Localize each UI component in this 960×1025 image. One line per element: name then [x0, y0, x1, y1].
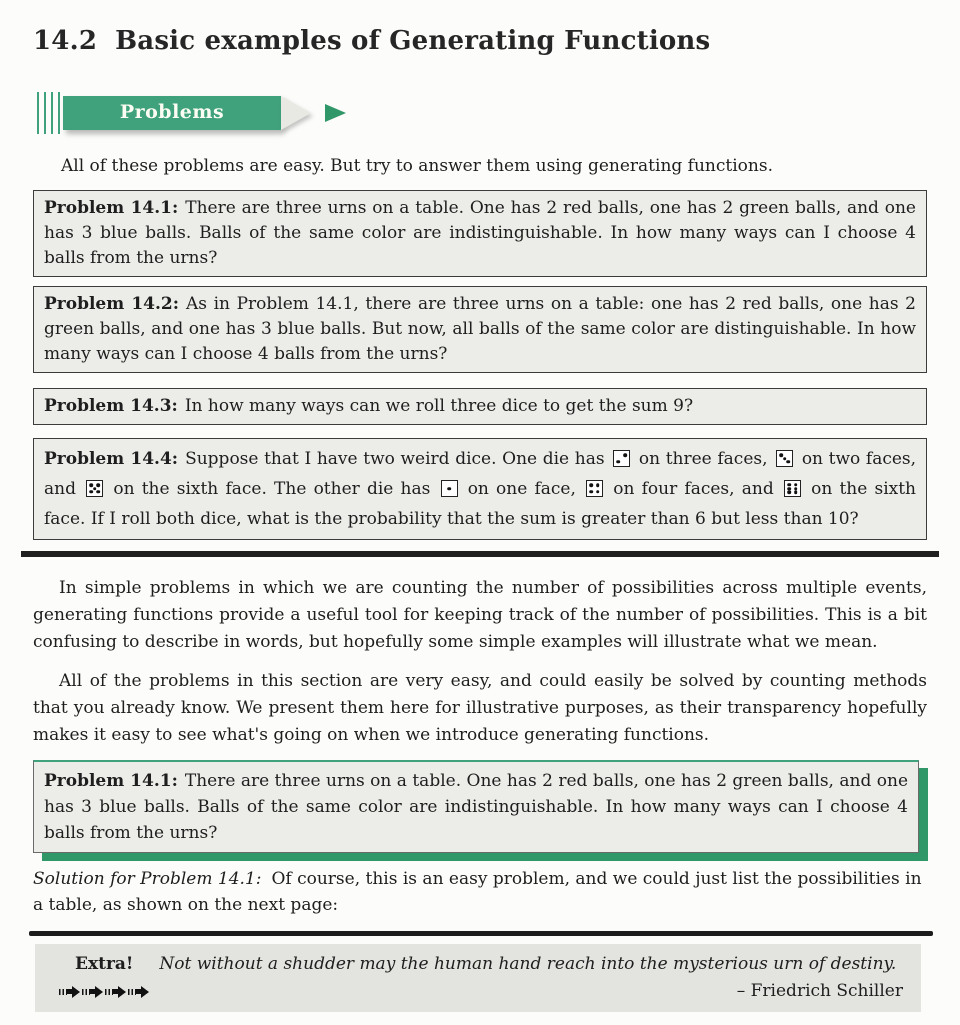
double-rule: [21, 551, 939, 557]
die-face-1-icon: [441, 480, 458, 497]
extra-quote: Not without a shudder may the human hand reach into the mysterious urn of destiny.: [159, 954, 897, 974]
quote-attribution: – Friedrich Schiller: [736, 981, 903, 1001]
section-title: Basic examples of Generating Functions: [115, 26, 711, 56]
solution-paragraph: [33, 866, 927, 918]
page: [0, 26, 960, 1012]
problems-banner-label: Problems: [63, 96, 281, 130]
extra-quote-row: [75, 952, 907, 977]
section-number: 14.2: [33, 26, 98, 56]
die-face-4-icon: [586, 480, 603, 497]
die-face-5-icon: [86, 480, 103, 497]
pencil-tip-icon: [281, 96, 311, 130]
die-face-2-icon: [613, 450, 630, 467]
pencil-point-icon: [325, 104, 346, 122]
intro-paragraph: All of these problems are easy. But try to answer them using generating functions.: [61, 156, 773, 176]
arrow-icon: [128, 986, 149, 998]
arrow-icon: [59, 986, 80, 998]
problem-text: As in Problem 14.1, there are three urns on a table: one has 2 red balls, one has 2 green balls, and one has 3 blue balls. But now, all balls of the same color are distinguishable. In how many ways can I choose 4 balls from the urns?: [44, 294, 916, 364]
problems-banner: [37, 96, 927, 130]
problem-box-14-4: [33, 438, 927, 540]
die-face-6-icon: [784, 480, 801, 497]
die-face-3-icon: [776, 450, 793, 467]
extra-arrows-icon: [59, 986, 151, 998]
problem-text: Suppose that I have two weird dice. One die has on three faces, on two faces, and on the sixth face. The other die has on one face, on four faces, and on the sixth face. If I roll both dice, what is the probability that the sum is greater than 6 but less than 10?: [44, 449, 917, 529]
section-heading: [33, 26, 927, 56]
problem-box-14-2: [33, 286, 927, 373]
extra-box: [35, 944, 921, 1012]
body-paragraph: In simple problems in which we are counting the number of possibilities across multiple events, generating functions provide a useful tool for keeping track of the number of possibilities. This is a bit confusing to describe in words, but hopefully some simple examples will illustrate what we mean.: [33, 578, 927, 652]
problem-label: Problem 14.4:: [44, 449, 179, 469]
restated-problem-box: [33, 760, 919, 853]
extra-footer-row: [75, 979, 907, 1004]
thick-rule: [29, 931, 933, 936]
extra-label: Extra!: [75, 954, 134, 974]
problem-box-14-1: [33, 190, 927, 277]
problem-label: Problem 14.1:: [44, 771, 178, 791]
problem-text: In how many ways can we roll three dice to get the sum 9?: [184, 396, 694, 416]
problem-label: Problem 14.2:: [44, 294, 180, 314]
arrow-icon: [82, 986, 103, 998]
solution-lead: Solution for Problem 14.1:: [33, 869, 262, 889]
problem-text: There are three urns on a table. One has 2 red balls, one has 2 green balls, and one has 3 blue balls. Balls of the same color are indistinguishable. In how many ways can I choose 4 balls from the urns?: [44, 771, 909, 843]
solution-text: Of course, this is an easy problem, and we could just list the possibilities in a table, as shown on the next page:: [33, 869, 922, 915]
problem-label: Problem 14.1:: [44, 198, 179, 218]
problem-label: Problem 14.3:: [44, 396, 178, 416]
problem-text: There are three urns on a table. One has 2 red balls, one has 2 green balls, and one has 3 blue balls. Balls of the same color are indistinguishable. In how many ways can I choose 4 balls from the urns?: [44, 198, 916, 268]
problem-box-14-3: [33, 388, 927, 425]
pencil-stripes-icon: [37, 92, 63, 134]
arrow-icon: [105, 986, 126, 998]
body-paragraph: All of the problems in this section are very easy, and could easily be solved by counting methods that you already know. We present them here for illustrative purposes, as their transparency hopefully makes it easy to see what's going on when we introduce generating functions.: [33, 671, 927, 745]
